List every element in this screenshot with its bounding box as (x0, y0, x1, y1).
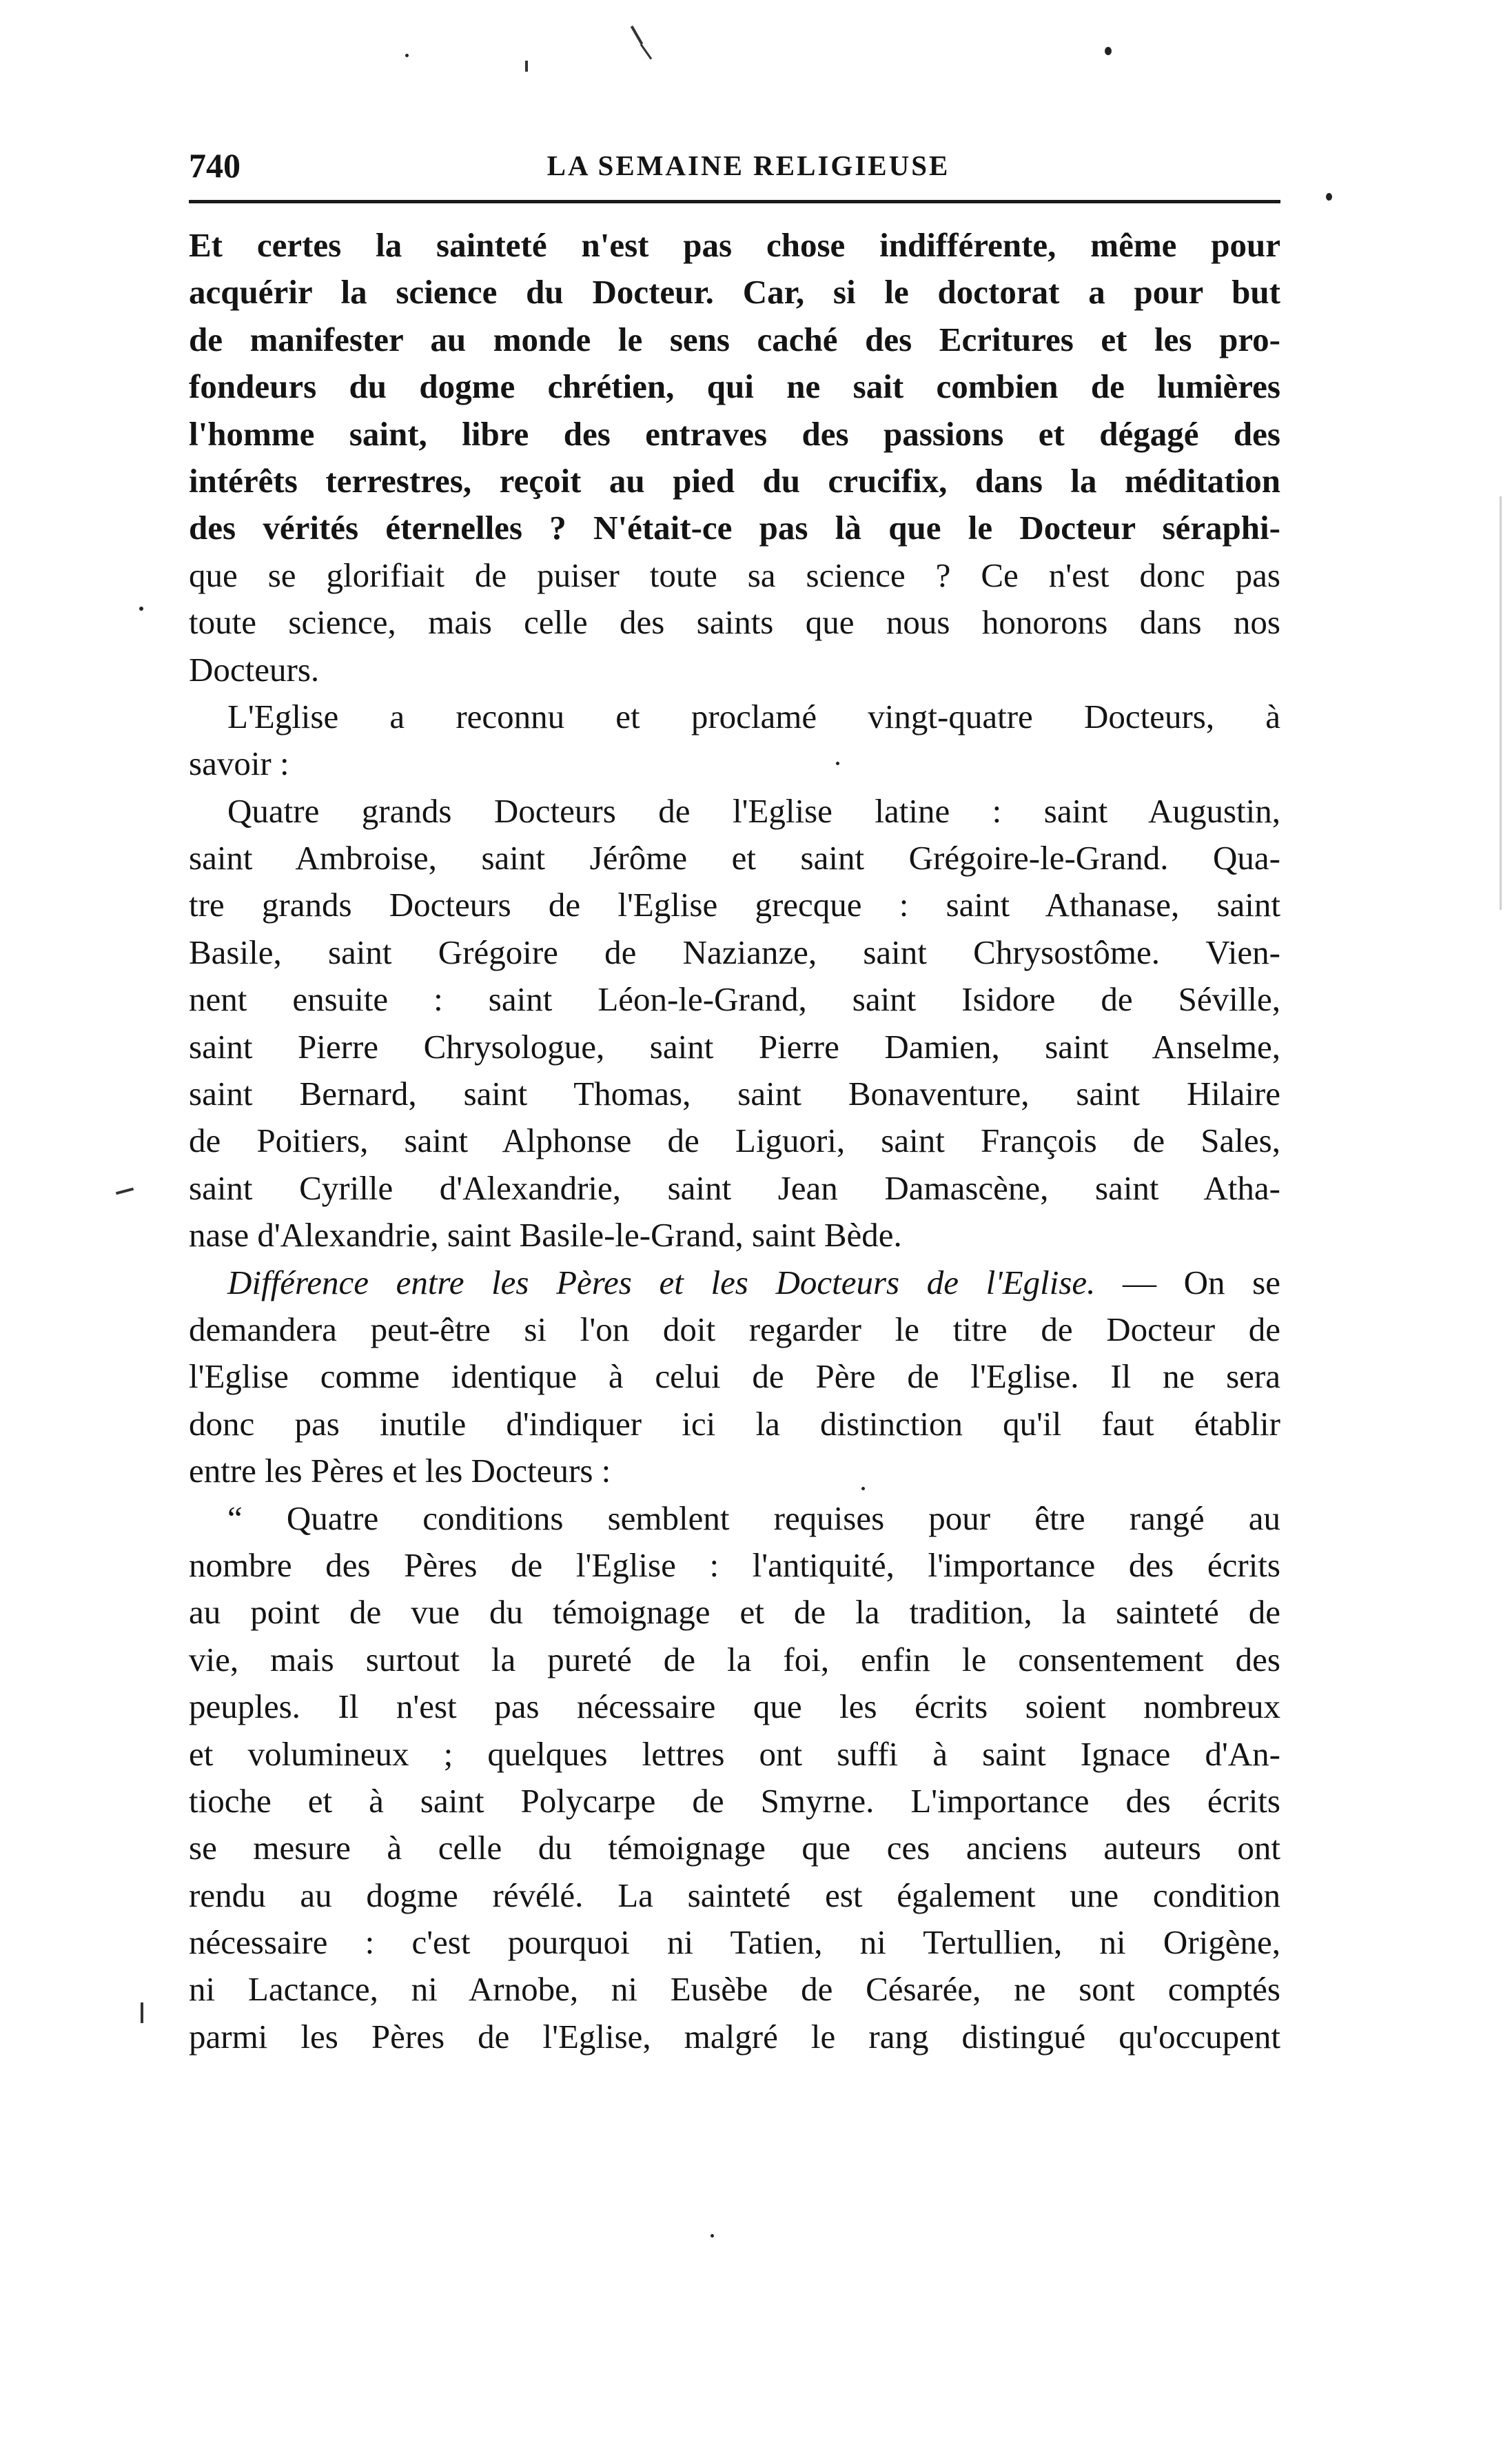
text-line: des vérités éternelles ? N'était-ce pas là que le Docteur séraphi- (189, 509, 1280, 547)
text-line: entre les Pères et les Docteurs : (189, 1452, 611, 1490)
text-line: nase d'Alexandrie, saint Basile-le-Grand, saint Bède. (189, 1216, 902, 1255)
text-line: l'Eglise comme identique à celui de Père de l'Eglise. Il ne sera (189, 1357, 1280, 1396)
text-line: nent ensuite : saint Léon-le-Grand, saint Isidore de Séville, (189, 980, 1280, 1019)
scan-mark (116, 1188, 134, 1195)
scan-speck (139, 607, 143, 611)
scan-mark (141, 2002, 143, 2023)
text-line: acquérir la science du Docteur. Car, si le doctorat a pour but (189, 273, 1280, 312)
text-line: donc pas inutile d'indiquer ici la distinction qu'il faut établir (189, 1404, 1280, 1443)
scan-speck (1326, 193, 1332, 201)
text-line: saint Pierre Chrysologue, saint Pierre Damien, saint Anselme, (189, 1027, 1280, 1066)
text-line: demandera peut-être si l'on doit regarder le titre de Docteur de (189, 1310, 1280, 1348)
italic-heading: Différence entre les Pères et les Docteurs de l'Eglise. (227, 1263, 1096, 1301)
body-text (189, 222, 1280, 2060)
text-line: se mesure à celle du témoignage que ces anciens auteurs ont (189, 1829, 1280, 1867)
text-line: tioche et à saint Polycarpe de Smyrne. L'importance des écrits (189, 1781, 1280, 1820)
scan-speck (711, 2234, 714, 2238)
running-head: LA SEMAINE RELIGIEUSE (546, 150, 950, 181)
text-line: Basile, saint Grégoire de Nazianze, saint Chrysostôme. Vien- (189, 933, 1280, 971)
text-line: nécessaire : c'est pourquoi ni Tatien, ni Tertullien, ni Origène, (189, 1923, 1280, 1962)
text-line: fondeurs du dogme chrétien, qui ne sait combien de lumières (189, 367, 1280, 406)
scan-mark (631, 26, 643, 45)
text-line: Docteurs. (189, 650, 320, 689)
text-line: saint Bernard, saint Thomas, saint Bonaventure, saint Hilaire (189, 1075, 1280, 1113)
text-line: vie, mais surtout la pureté de la foi, enfin le consentement des (189, 1640, 1280, 1678)
scan-mark (1500, 496, 1502, 910)
header-rule (189, 200, 1280, 203)
text-line: rendu au dogme révélé. La sainteté est également une condition (189, 1876, 1280, 1914)
scan-speck (836, 762, 839, 765)
text-line: de manifester au monde le sens caché des Ecritures et les pro- (189, 320, 1280, 358)
text-line: au point de vue du témoignage et de la tradition, la sainteté de (189, 1593, 1280, 1632)
text-line: que se glorifiait de puiser toute sa science ? Ce n'est donc pas (189, 556, 1280, 594)
text-line: saint Ambroise, saint Jérôme et saint Grégoire-le-Grand. Qua- (189, 839, 1280, 877)
text-line: intérêts terrestres, reçoit au pied du crucifix, dans la méditation (189, 461, 1280, 500)
scan-mark (525, 61, 528, 72)
text-line: Et certes la sainteté n'est pas chose indifférente, même pour (189, 226, 1280, 264)
text-line: et volumineux ; quelques lettres ont suffi à saint Ignace d'An- (189, 1734, 1280, 1773)
text-line: saint Cyrille d'Alexandrie, saint Jean Damascène, saint Atha- (189, 1168, 1280, 1207)
text-line: parmi les Pères de l'Eglise, malgré le rang distingué qu'occupent (189, 2017, 1280, 2056)
text-line: Quatre grands Docteurs de l'Eglise latine : saint Augustin, (227, 791, 1280, 830)
text-line: de Poitiers, saint Alphonse de Liguori, saint François de Sales, (189, 1122, 1280, 1160)
scan-speck (1105, 47, 1112, 55)
scan-mark (640, 43, 652, 59)
text-line: L'Eglise a reconnu et proclamé vingt-quatre Docteurs, à (227, 697, 1280, 735)
text-line: “ Quatre conditions semblent requises pour être rangé au (227, 1499, 1280, 1537)
page-number: 740 (189, 146, 241, 185)
scan-speck (405, 54, 409, 57)
scan-speck (861, 1487, 865, 1490)
text-line: toute science, mais celle des saints que nous honorons dans nos (189, 603, 1280, 642)
text-line: peuples. Il n'est pas nécessaire que les écrits soient nombreux (189, 1687, 1280, 1726)
page-header (189, 145, 1280, 186)
line-text: — On se (1095, 1263, 1280, 1301)
text-line: ni Lactance, ni Arnobe, ni Eusèbe de Césarée, ne sont comptés (189, 1970, 1280, 2009)
text-line: nombre des Pères de l'Eglise : l'antiquité, l'importance des écrits (189, 1545, 1280, 1584)
text-line: l'homme saint, libre des entraves des passions et dégagé des (189, 414, 1280, 453)
text-line (189, 1259, 1280, 1306)
text-line: tre grands Docteurs de l'Eglise grecque : saint Athanase, saint (189, 886, 1280, 924)
text-line: savoir : (189, 744, 289, 783)
